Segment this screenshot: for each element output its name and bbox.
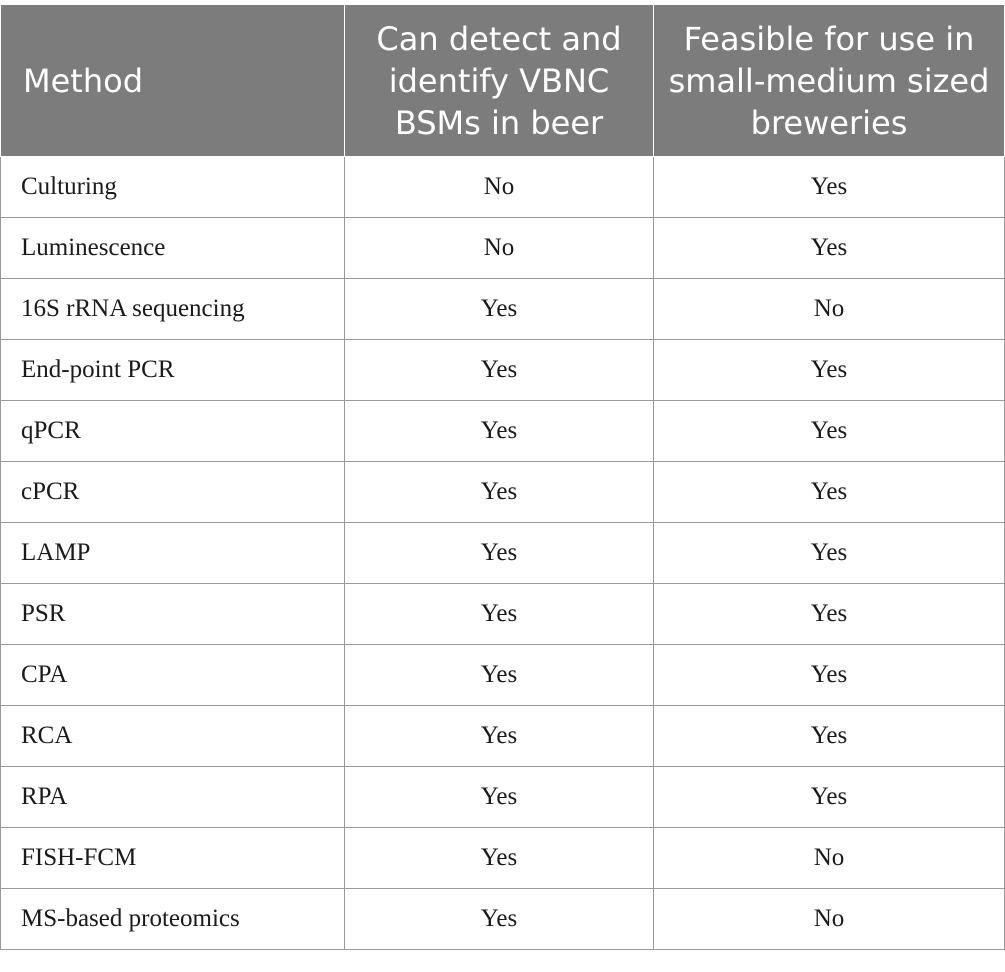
table-row [1,279,1005,340]
detect-cell: Yes [345,828,654,889]
table-body [1,157,1005,950]
header-method: Method [1,5,345,157]
detect-cell: Yes [345,523,654,584]
detect-cell: Yes [345,462,654,523]
table-row [1,767,1005,828]
method-cell: FISH-FCM [1,828,345,889]
table-row [1,157,1005,218]
detect-cell: No [345,218,654,279]
method-cell: LAMP [1,523,345,584]
detect-cell: Yes [345,889,654,950]
feasible-cell: Yes [654,706,1005,767]
feasible-cell: Yes [654,401,1005,462]
detect-cell: Yes [345,645,654,706]
table-row [1,340,1005,401]
table-row [1,401,1005,462]
detect-cell: No [345,157,654,218]
method-cell: qPCR [1,401,345,462]
feasible-cell: No [654,279,1005,340]
feasible-cell: No [654,889,1005,950]
detect-cell: Yes [345,279,654,340]
detect-cell: Yes [345,706,654,767]
feasible-cell: Yes [654,584,1005,645]
method-cell: Luminescence [1,218,345,279]
table-row [1,645,1005,706]
detect-cell: Yes [345,767,654,828]
method-cell: RCA [1,706,345,767]
method-cell: PSR [1,584,345,645]
detect-cell: Yes [345,401,654,462]
table-row [1,523,1005,584]
header-row [1,5,1005,157]
feasible-cell: Yes [654,218,1005,279]
table-row [1,218,1005,279]
table-row [1,462,1005,523]
method-cell: CPA [1,645,345,706]
feasible-cell: Yes [654,157,1005,218]
method-cell: 16S rRNA sequencing [1,279,345,340]
table-row [1,889,1005,950]
feasible-cell: Yes [654,523,1005,584]
method-cell: RPA [1,767,345,828]
feasible-cell: Yes [654,767,1005,828]
method-cell: cPCR [1,462,345,523]
table-header [1,5,1005,157]
method-cell: End-point PCR [1,340,345,401]
header-detect: Can detect and identify VBNC BSMs in beer [345,5,654,157]
detect-cell: Yes [345,340,654,401]
methods-table [0,4,1005,950]
feasible-cell: No [654,828,1005,889]
detect-cell: Yes [345,584,654,645]
feasible-cell: Yes [654,462,1005,523]
feasible-cell: Yes [654,645,1005,706]
table-row [1,584,1005,645]
method-cell: MS-based proteomics [1,889,345,950]
header-feasible: Feasible for use in small-medium sized breweries [654,5,1005,157]
feasible-cell: Yes [654,340,1005,401]
method-cell: Culturing [1,157,345,218]
table-row [1,828,1005,889]
table-row [1,706,1005,767]
